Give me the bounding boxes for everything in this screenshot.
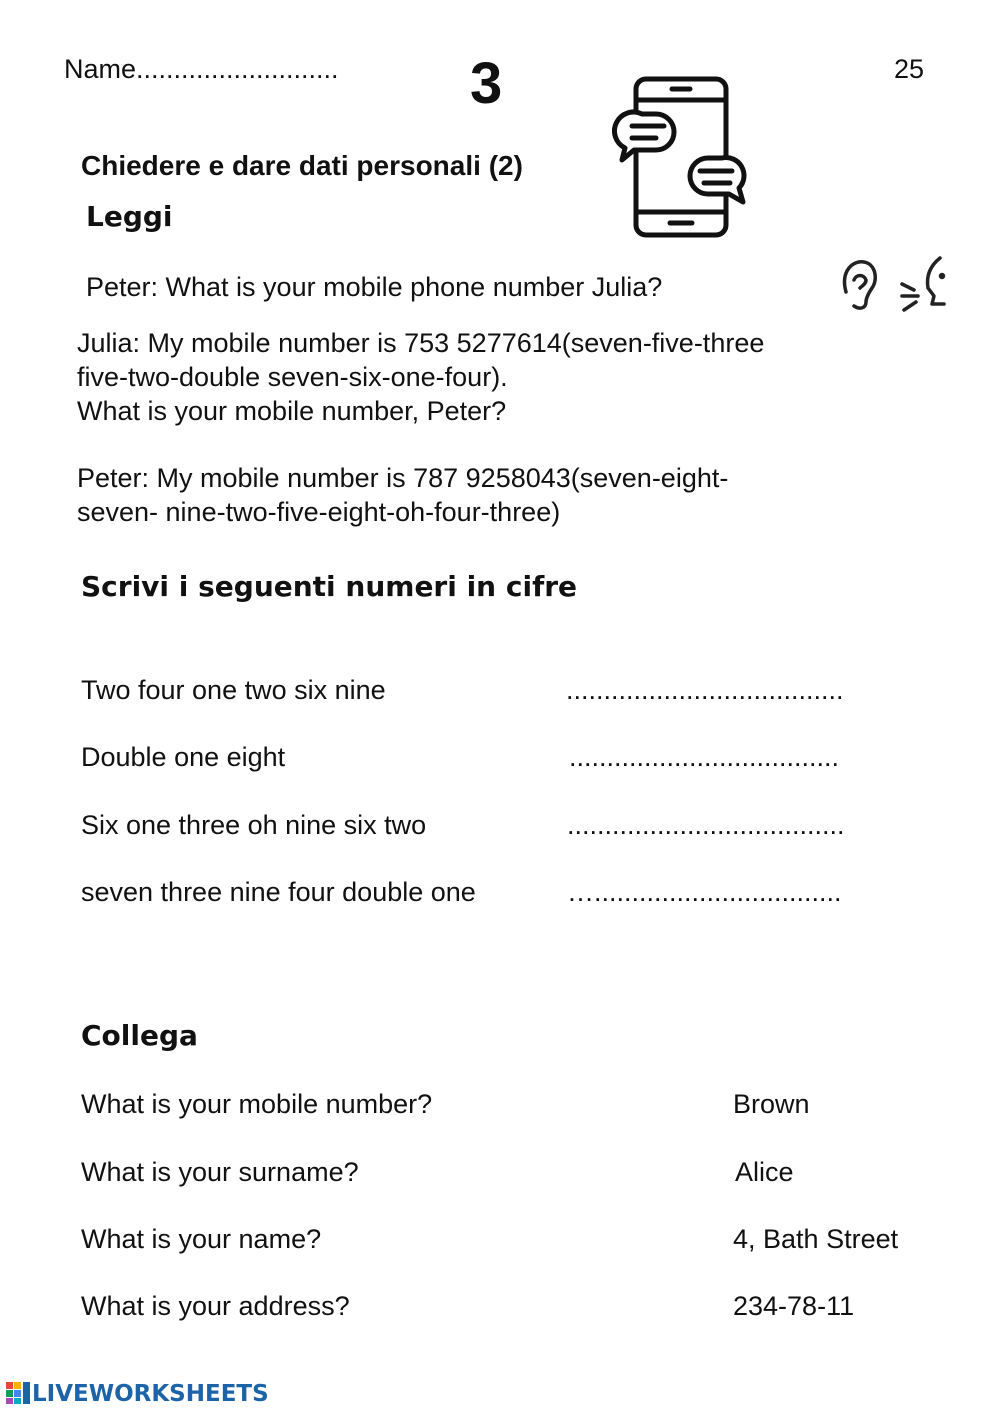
digits-item-text: Six one three oh nine six two <box>81 810 427 840</box>
liveworksheets-logo-icon <box>6 1382 32 1404</box>
dialogue-julia-block <box>77 326 764 428</box>
lesson-number: 3 <box>470 51 503 116</box>
phone-chat-icon <box>612 76 752 240</box>
digits-answer-blank[interactable]: …................................. <box>567 877 842 907</box>
digits-answer-blank[interactable]: ..................................... <box>567 810 845 840</box>
liveworksheets-logo-text: LIVEWORKSHEETS <box>32 1381 269 1407</box>
digits-item-text: Two four one two six nine <box>81 675 386 705</box>
match-question[interactable]: What is your mobile number? <box>81 1089 433 1119</box>
name-field-label: Name........................... <box>64 54 339 84</box>
listen-speak-icons <box>836 254 956 320</box>
dialogue-julia-line: What is your mobile number, Peter? <box>77 396 507 426</box>
read-heading: Leggi <box>86 200 173 233</box>
digits-item-text: Double one eight <box>81 742 286 772</box>
dialogue-julia-line: five-two-double seven-six-one-four). <box>77 362 508 392</box>
digits-item-text: seven three nine four double one <box>81 877 476 907</box>
dialogue-peter-line: Peter: My mobile number is 787 9258043(seven-eight- <box>77 463 729 493</box>
match-question[interactable]: What is your address? <box>81 1291 350 1321</box>
match-answer[interactable]: 4, Bath Street <box>733 1224 899 1254</box>
match-answer[interactable]: 234-78-11 <box>733 1291 855 1321</box>
match-answer[interactable]: Brown <box>733 1089 810 1119</box>
match-question[interactable]: What is your name? <box>81 1224 322 1254</box>
digits-answer-blank[interactable]: .................................... <box>569 742 840 772</box>
dialogue-peter-line: seven- nine-two-five-eight-oh-four-three) <box>77 497 561 527</box>
digits-answer-blank[interactable]: ..................................... <box>566 675 844 705</box>
match-heading: Collega <box>81 1019 198 1052</box>
dialogue-julia-line: Julia: My mobile number is 753 5277614(seven-five-three <box>77 328 765 358</box>
line-clip <box>822 325 852 369</box>
speaking-head-icon <box>902 258 944 310</box>
dialogue-peter-block <box>77 461 728 529</box>
page-number: 25 <box>894 54 925 84</box>
liveworksheets-logo[interactable] <box>6 1381 269 1407</box>
digits-heading: Scrivi i seguenti numeri in cifre <box>81 570 578 603</box>
match-answer[interactable]: Alice <box>735 1157 794 1187</box>
dialogue-peter-question: Peter: What is your mobile phone number Julia? <box>86 272 663 302</box>
worksheet-title: Chiedere e dare dati personali (2) <box>81 150 523 181</box>
match-question[interactable]: What is your surname? <box>81 1157 359 1187</box>
ear-icon <box>845 262 876 308</box>
